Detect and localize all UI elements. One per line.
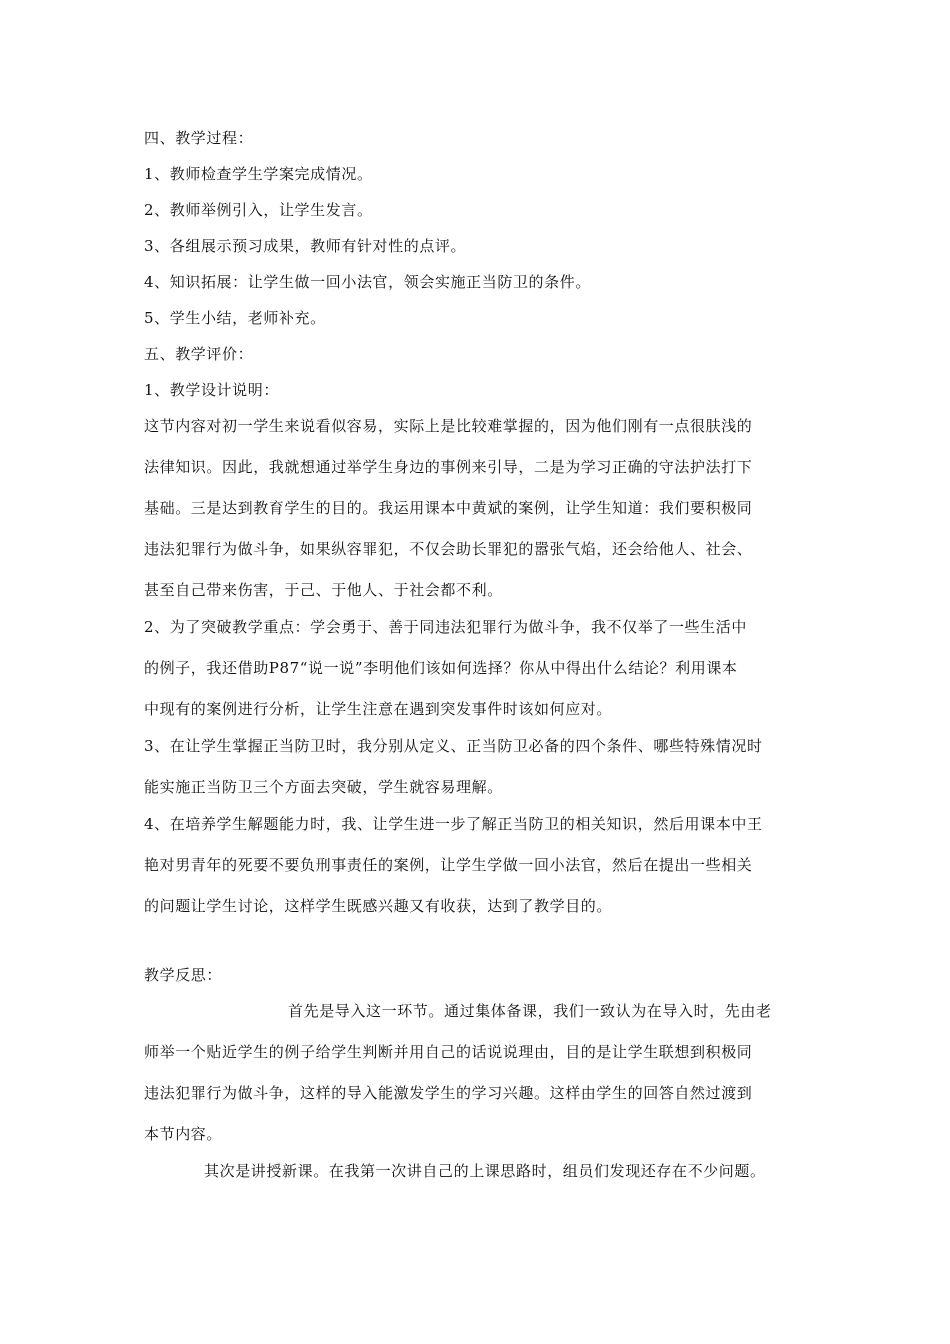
paragraph-line: 违法犯罪行为做斗争，这样的导入能激发学生的学习兴趣。这样由学生的回答自然过渡到 <box>144 1084 753 1102</box>
paragraph-line: 首先是导入这一环节。通过集体备课，我们一致认为在导入时，先由老 <box>288 1002 772 1020</box>
process-step-4: 4、知识拓展：让学生做一回小法官，领会实施正当防卫的条件。 <box>144 273 591 291</box>
paragraph-line: 本节内容。 <box>144 1125 223 1143</box>
process-step-3: 3、各组展示预习成果，教师有针对性的点评。 <box>144 237 467 255</box>
paragraph-line: 基础。三是达到教育学生的目的。我运用课本中黄斌的案例，让学生知道：我们要积极同 <box>144 499 753 517</box>
paragraph-line: 甚至自己带来伤害，于己、于他人、于社会都不利。 <box>144 581 503 599</box>
paragraph-line: 法律知识。因此，我就想通过举学生身边的事例来引导，二是为学习正确的守法护法打下 <box>144 458 753 476</box>
process-step-2: 2、教师举例引入，让学生发言。 <box>144 201 373 219</box>
paragraph-line: 能实施正当防卫三个方面去突破，学生就容易理解。 <box>144 778 503 796</box>
subheading-design-notes: 1、教学设计说明： <box>144 381 279 399</box>
paragraph-line: 这节内容对初一学生来说看似容易，实际上是比较难掌握的，因为他们刚有一点很肤浅的 <box>144 417 753 435</box>
paragraph-line: 的例子，我还借助P87“说一说”李明他们该如何选择？你从中得出什么结论？利用课本 <box>144 659 738 677</box>
process-step-5: 5、学生小结，老师补充。 <box>144 309 326 327</box>
section-heading-reflection: 教学反思： <box>144 966 223 984</box>
paragraph-line: 艳对男青年的死要不要负刑事责任的案例，让学生学做一回小法官，然后在提出一些相关 <box>144 856 753 874</box>
process-step-1: 1、教师检查学生学案完成情况。 <box>144 165 373 183</box>
paragraph-line: 中现有的案例进行分析，让学生注意在遇到突发事件时该如何应对。 <box>144 700 613 718</box>
paragraph-line: 2、为了突破教学重点：学会勇于、善于同违法犯罪行为做斗争，我不仅举了一些生活中 <box>144 618 747 636</box>
section-heading-teaching-process: 四、教学过程： <box>144 129 254 147</box>
paragraph-line: 4、在培养学生解题能力时，我、让学生进一步了解正当防卫的相关知识，然后用课本中王 <box>144 815 763 833</box>
paragraph-line: 师举一个贴近学生的例子给学生判断并用自己的话说说理由，目的是让学生联想到积极同 <box>144 1043 753 1061</box>
paragraph-line: 的问题让学生讨论，这样学生既感兴趣又有收获，达到了教学目的。 <box>144 897 613 915</box>
paragraph-line: 3、在让学生掌握正当防卫时，我分别从定义、正当防卫必备的四个条件、哪些特殊情况时 <box>144 737 763 755</box>
section-heading-teaching-evaluation: 五、教学评价： <box>144 345 254 363</box>
paragraph-line: 其次是讲授新课。在我第一次讲自己的上课思路时，组员们发现还存在不少问题。 <box>204 1162 766 1180</box>
paragraph-line: 违法犯罪行为做斗争，如果纵容罪犯，不仅会助长罪犯的嚣张气焰，还会给他人、社会、 <box>144 540 753 558</box>
